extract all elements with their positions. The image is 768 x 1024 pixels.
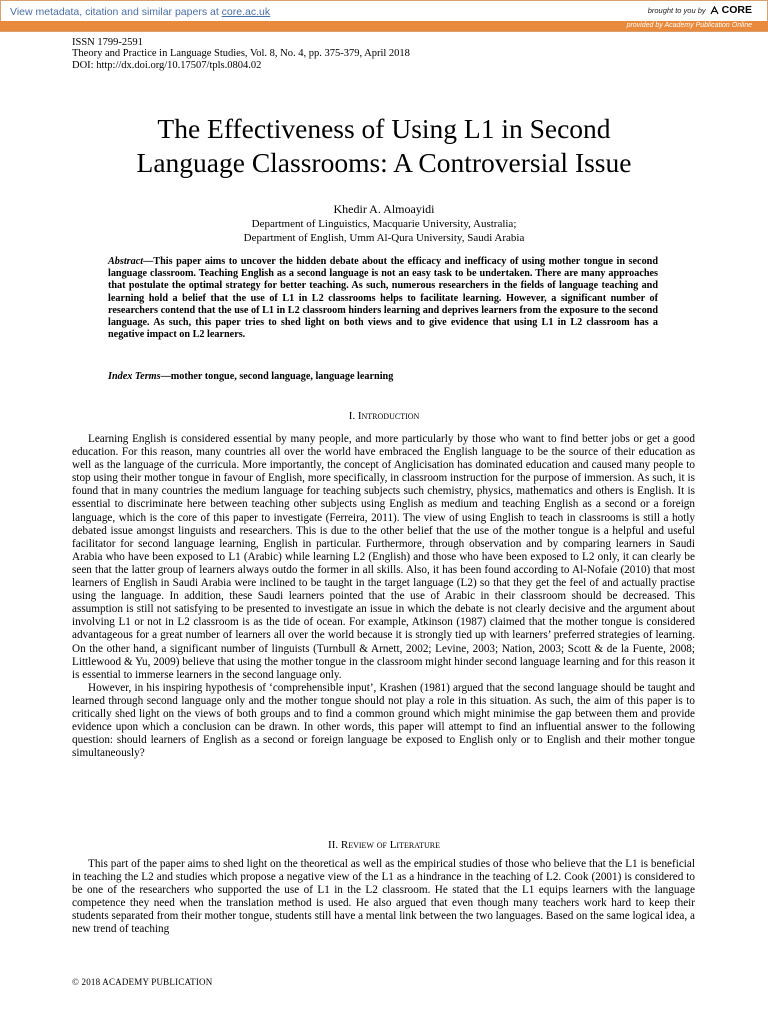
copyright-footer: © 2018 ACADEMY PUBLICATION [72, 977, 213, 987]
core-link-url[interactable]: core.ac.uk [221, 6, 271, 18]
core-metadata-link[interactable] [10, 6, 270, 18]
doi[interactable]: DOI: http://dx.doi.org/10.17507/tpls.0804.02 [72, 59, 262, 71]
section-heading-review [0, 839, 768, 851]
brought-by-text: brought to you by [647, 5, 706, 15]
paragraph: This part of the paper aims to shed light on the theoretical as well as the empirical studies of those who believe that the L1 is beneficial in teaching the L2 and studies which propose a negative view of the L1 as a hindrance in the teaching of L2. Cook (2001) is considered to be one of the researchers who supported the use of L1 in the L2 classroom. He stated that the L1 equips learners with the language competence they need when the translation method is used. He also argued that even though many teachers work hard to keep their students separated from their mother tongue, students still have a mental link between the two languages. Based on the same logical idea, a new trend of teaching [72, 858, 695, 936]
affiliation-2: Department of English, Umm Al-Qura University, Saudi Arabia [243, 232, 525, 244]
index-terms-text: —mother tongue, second language, language learning [160, 371, 394, 382]
paragraph: Learning English is considered essential by many people, and more particularly by those who want to find better jobs or get a good education. For this reason, many countries all over the world have embraced the English language to be the source of their education as well as the language of the curricula. More importantly, the concept of Anglicisation has dominated education and caused many people to stop using their mother tongue in favour of English, more specifically, in classroom instruction for the purpose of immersion. As such, it is found that in many countries the medium language for teaching subjects such chemistry, physics, mathematics and others is English. It is essential to discriminate here between teaching other subjects using English as medium and teaching English as a second or a foreign language, which is the core of this paper to investigate (Ferreira, 2011). The view of using English to teach in classrooms is still a hotly debated issue amongst linguists and researchers. This is due to the other belief that the use of the mother tongue is a helpful and useful facilitator for second language learning, English in particular. Furthermore, through observation and by comparing learners in Saudi Arabia who have been exposed to L1 (Arabic) while learning L2 (English) and those who have been exposed to L2 only, it can clearly be seen that the latter group of learners always outdo the former in all skills. Also, it has been found according to Al-Nofaie (2010) that most learners of English in Saudi Arabia were inclined to be taught in the target language (L2) so that they get the feel of and actually practise using the language. In addition, these Saudi learners pointed that the use of Arabic in their classroom should be decreased. This assumption is still not satisfying to be presented to investigate an issue in which the debate is not clearly decisive and the argument about involving L1 or not in L2 classroom is as the tide of ocean. For example, Atkinson (1987) claimed that the mother tongue is considered advantageous for a great number of learners all over the world because it is strongly tied up with learners’ preferred strategies of learning. On the other hand, a significant number of linguists (Turnbull & Arnett, 2002; Levine, 2003; Nation, 2003; Scott & de la Fuente, 2008; Littlewood & Yu, 2009) believe that using the mother tongue in the classroom might hinder second language learning and for this reason it is essential to immerse learners in the second language only. [72, 433, 695, 681]
paper-title [0, 112, 768, 180]
provided-by-source: Academy Publication Online [662, 22, 752, 29]
section-numeral: II. [328, 839, 341, 851]
author-name: Khedir A. Almoayidi [333, 202, 435, 216]
introduction-body [72, 433, 695, 760]
index-terms-label: Index Terms [108, 371, 161, 382]
affiliation-1: Department of Linguistics, Macquarie University, Australia; [251, 218, 517, 230]
abstract-text: —This paper aims to uncover the hidden debate about the efficacy and inefficacy of using mother tongue in second language classroom. Teaching English as a second language is not an easy task to be undertaken. There are many approaches that postulate the optimal strategy for better teaching. As such, numerous researchers in the fields of language teaching and learning hold a belief that the use of L1 in L2 classrooms helps to facilitate learning. However, a significant number of researchers contend that the use of L1 in L2 classroom hinders learning and deprives learners from the exposure to the second language. As such, this paper tries to shed light on both views and to give evidence that using L1 in L2 classroom has a negative impact on L2 learners. [108, 256, 658, 341]
index-terms [108, 371, 658, 382]
section-numeral: I. [348, 410, 358, 422]
abstract-label: Abstract [108, 256, 144, 267]
section-heading-introduction [0, 410, 768, 422]
journal-info [72, 37, 410, 71]
title-line-1: The Effectiveness of Using L1 in Second [157, 113, 611, 144]
abstract [108, 256, 658, 341]
core-link-prefix: View metadata, citation and similar papers at [10, 6, 222, 18]
provided-by-label: provided by [626, 22, 663, 29]
core-logo-text: CORE [721, 4, 752, 16]
provided-by [627, 21, 752, 31]
paragraph: However, in his inspiring hypothesis of ‘comprehensible input’, Krashen (1981) argued that the second language should be taught and learned through second language only and the mother tongue should not play a role in this situation. As such, the aim of this paper is to critically shed light on the views of both groups and to find a common ground which might minimise the gap between them and provide evidence upon which a conclusion can be drawn. In other words, this paper will attempt to find an influential answer to the following question: should learners of English as a second or foreign language be exposed to English only or to English and their mother tongue simultaneously? [72, 681, 695, 760]
core-brand[interactable] [648, 4, 752, 16]
section-title: Introduction [357, 410, 420, 422]
issn: ISSN 1799-2591 [72, 37, 143, 48]
title-line-2: Language Classrooms: A Controversial Issue [136, 147, 632, 178]
review-body [72, 858, 695, 937]
section-title: Review of Literature [340, 839, 440, 851]
journal-citation: Theory and Practice in Language Studies, Vol. 8, No. 4, pp. 375-379, April 2018 [72, 48, 410, 60]
core-logo-icon [710, 6, 719, 15]
affiliations [0, 217, 768, 245]
